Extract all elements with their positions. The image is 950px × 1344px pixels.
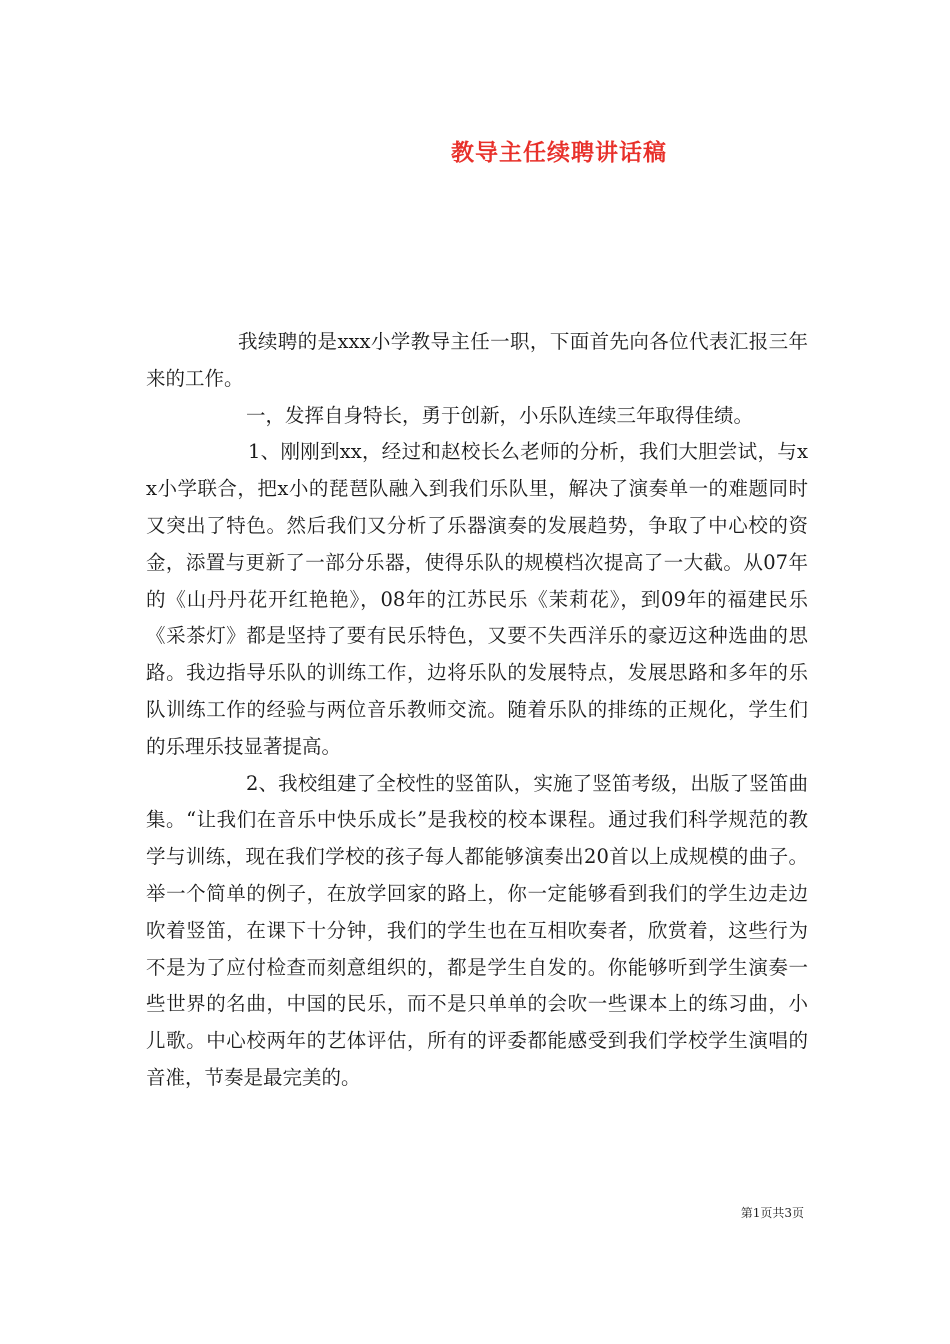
page-number: 第1页共3页	[740, 1206, 804, 1220]
paragraph-section-heading: 一，发挥自身特长，勇于创新，小乐队连续三年取得佳绩。	[246, 403, 754, 427]
document-body	[146, 324, 808, 1097]
paragraph-intro: 我续聘的是xxx小学教导主任一职，下面首先向各位代表汇报三年来的工作。	[146, 330, 808, 390]
paragraph-band: 1、刚刚到xx，经过和赵校长么老师的分析，我们大胆尝试，与xx小学联合，把x小的琵琶队融入到我们乐队里，解决了演奏单一的难题同时又突出了特色。然后我们又分析了乐器演奏的发展趋势，争取了中心校的资金，添置与更新了一部分乐器，使得乐队的规模档次提高了一大截。从07年的《山丹丹花开红艳艳》，08年的江苏民乐《茉莉花》，到09年的福建民乐《采茶灯》都是坚持了要有民乐特色，又要不失西洋乐的豪迈这种选曲的思路。我边指导乐队的训练工作，边将乐队的发展特点，发展思路和多年的乐队训练工作的经验与两位音乐教师交流。随着乐队的排练的正规化，学生们的乐理乐技显著提高。	[146, 440, 808, 758]
paragraph-flute-team: 2、我校组建了全校性的竖笛队，实施了竖笛考级，出版了竖笛曲集。“让我们在音乐中快乐成长”是我校的校本课程。通过我们科学规范的教学与训练，现在我们学校的孩子每人都能够演奏出20首以上成规模的曲子。举一个简单的例子，在放学回家的路上，你一定能够看到我们的学生边走边吹着竖笛，在课下十分钟，我们的学生也在互相吹奏者，欣赏着，这些行为不是为了应付检查而刻意组织的，都是学生自发的。你能够听到学生演奏一些世界的名曲，中国的民乐，而不是只单单的会吹一些课本上的练习曲，小儿歌。中心校两年的艺体评估，所有的评委都能感受到我们学校学生演唱的音准，节奏是最完美的。	[146, 771, 808, 1089]
document-title: 教导主任续聘讲话稿	[451, 139, 667, 166]
